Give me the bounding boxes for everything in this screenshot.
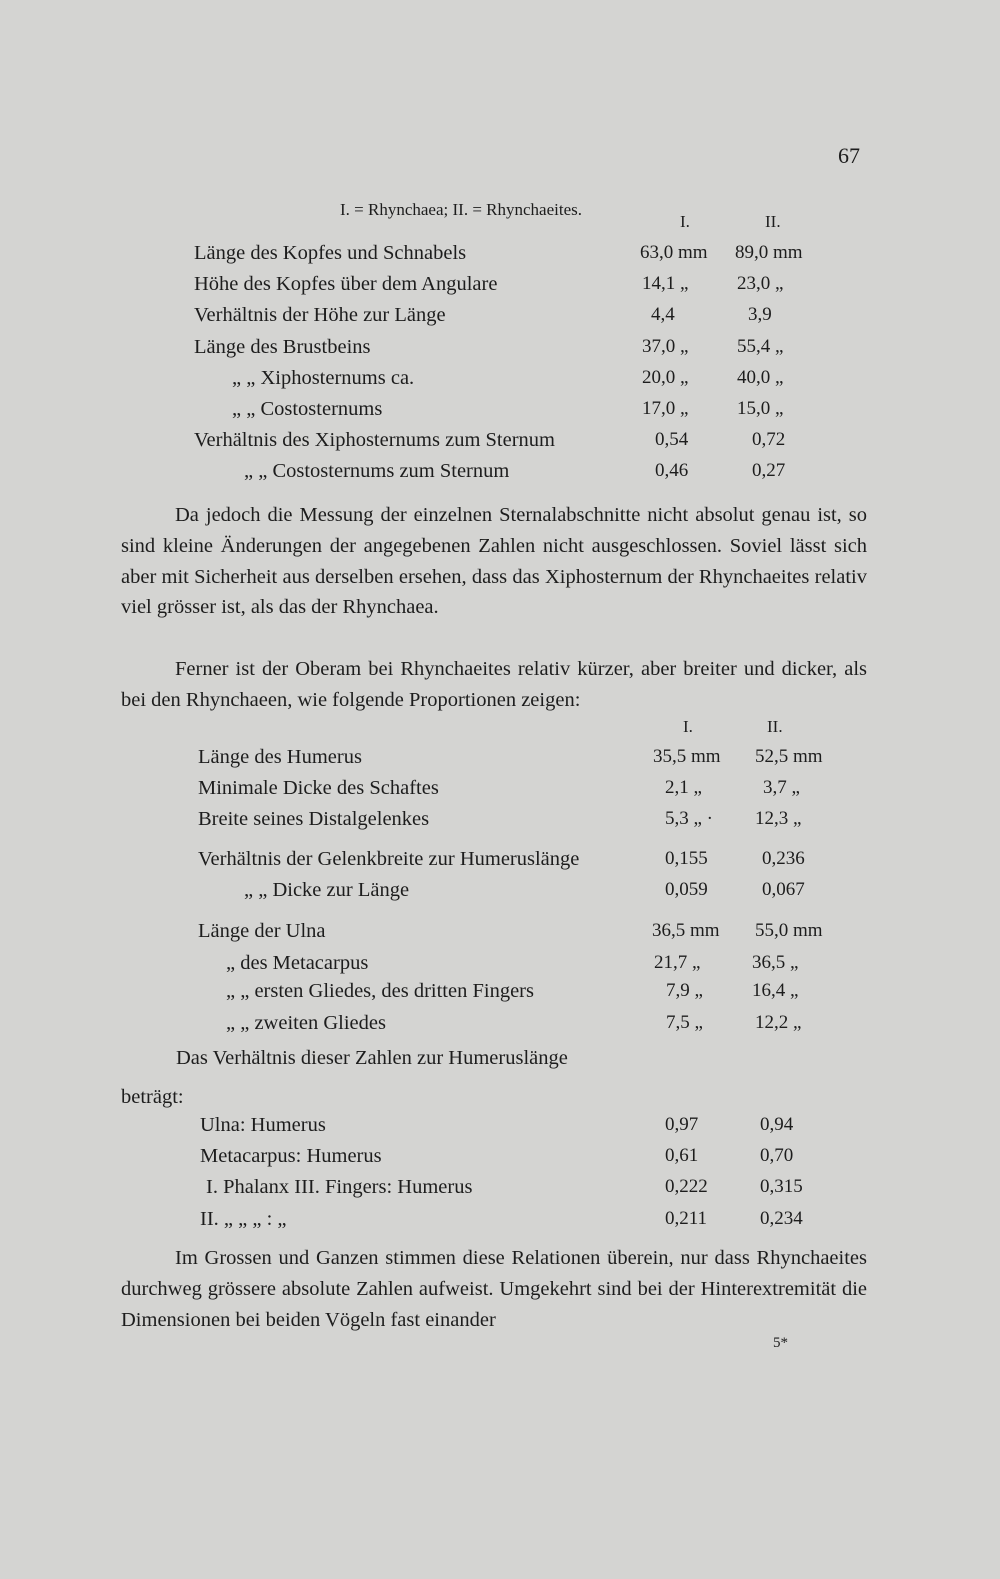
row-label: Verhältnis der Höhe zur Länge (194, 304, 446, 326)
value-ii: 0,72 (752, 429, 786, 450)
table-row (0, 367, 1000, 397)
paragraph: Das Verhältnis dieser Zahlen zur Humeruslänge (176, 1047, 568, 1069)
value-i: 7,5 „ (666, 1012, 703, 1033)
row-label: Breite seines Distalgelenkes (198, 808, 430, 830)
value-ii: 55,4 „ (737, 336, 784, 357)
table-row (0, 746, 1000, 776)
table-row (0, 980, 1000, 1010)
table-row (0, 920, 1000, 950)
row-label: „ „ ersten Gliedes, des dritten Fingers (226, 980, 534, 1002)
value-ii: 40,0 „ (737, 367, 784, 388)
table-row (0, 1176, 1000, 1206)
value-ii: 0,315 (760, 1176, 803, 1197)
column-header-i: I. (683, 717, 693, 736)
column-header-ii: II. (767, 717, 783, 736)
value-ii: 89,0 mm (735, 242, 803, 263)
value-i: 7,9 „ (666, 980, 703, 1001)
row-label: Länge des Kopfes und Schnabels (194, 242, 467, 264)
value-ii: 52,5 mm (755, 746, 823, 767)
value-ii: 0,70 (760, 1145, 794, 1166)
value-i: 35,5 mm (653, 746, 721, 767)
value-ii: 0,236 (762, 848, 805, 869)
value-i: 0,61 (665, 1145, 699, 1166)
row-label: „ „ zweiten Gliedes (226, 1012, 386, 1034)
value-i: 0,222 (665, 1176, 708, 1197)
row-label: I. Phalanx III. Fingers: Humerus (206, 1176, 473, 1198)
value-ii: 12,2 „ (755, 1012, 802, 1033)
paragraph: Ferner ist der Oberam bei Rhynchaeites relativ kürzer, aber breiter und dicker, als bei den Rhynchaeen, wie folgende Proportionen zeigen: (121, 658, 867, 711)
row-label: Länge des Brustbeins (194, 336, 371, 358)
row-label: Höhe des Kopfes über dem Angulare (194, 273, 498, 295)
table-row (0, 1145, 1000, 1175)
table-row (0, 952, 1000, 982)
table-row (0, 336, 1000, 366)
value-ii: 23,0 „ (737, 273, 784, 294)
table-row (0, 304, 1000, 334)
signature-mark: 5* (773, 1335, 788, 1351)
value-i: 0,97 (665, 1114, 699, 1135)
row-label: Ulna: Humerus (200, 1114, 326, 1136)
value-ii: 0,234 (760, 1208, 803, 1229)
value-ii: 16,4 „ (752, 980, 799, 1001)
page-number: 67 (838, 143, 860, 168)
table-row (0, 879, 1000, 909)
row-label: Minimale Dicke des Schaftes (198, 777, 439, 799)
table-header (0, 717, 1000, 747)
value-ii: 55,0 mm (755, 920, 823, 941)
table-row (0, 777, 1000, 807)
row-label: „ „ Costosternums zum Sternum (244, 460, 510, 482)
table-row (0, 808, 1000, 838)
value-i: 0,059 (665, 879, 708, 900)
value-ii: 0,94 (760, 1114, 794, 1135)
value-i: 21,7 „ (654, 952, 701, 973)
row-label: Verhältnis des Xiphosternums zum Sternum (194, 429, 555, 451)
value-i: 63,0 mm (640, 242, 708, 263)
column-header-i: I. (680, 212, 690, 231)
table-row (0, 273, 1000, 303)
value-ii: 3,7 „ (763, 777, 800, 798)
row-label: Länge des Humerus (198, 746, 362, 768)
row-label: Verhältnis der Gelenkbreite zur Humeruslänge (198, 848, 580, 870)
table-row (0, 242, 1000, 272)
row-label: II. „ „ „ : „ (200, 1208, 287, 1230)
value-i: 0,54 (655, 429, 689, 450)
value-i: 2,1 „ (665, 777, 702, 798)
table-row (0, 1114, 1000, 1144)
value-i: 0,211 (665, 1208, 708, 1229)
value-ii: 3,9 (748, 304, 772, 325)
value-i: 0,46 (655, 460, 689, 481)
table-row (0, 1208, 1000, 1238)
table-caption: I. = Rhynchaea; II. = Rhynchaeites. (340, 200, 582, 219)
table-row (0, 460, 1000, 490)
row-label: „ des Metacarpus (226, 952, 369, 974)
value-i: 4,4 (651, 304, 675, 325)
value-i: 20,0 „ (642, 367, 689, 388)
table-row (0, 398, 1000, 428)
value-ii: 0,067 (762, 879, 805, 900)
row-label: „ „ Dicke zur Länge (244, 879, 410, 901)
column-header-ii: II. (765, 212, 781, 231)
paragraph: Da jedoch die Messung der einzelnen Sternalabschnitte nicht absolut genau ist, so sind kleine Änderungen der angegebenen Zahlen nicht ausgeschlossen. Soviel lässt sich aber mit Sicherheit aus derselben ersehen, dass das Xiphosternum der Rhynchaeites relativ viel grösser ist, als das der Rhynchaea. (121, 504, 867, 619)
row-label: Länge der Ulna (198, 920, 326, 942)
paragraph: beträgt: (121, 1086, 184, 1108)
row-label: „ „ Costosternums (232, 398, 383, 420)
table-row (0, 429, 1000, 459)
value-ii: 12,3 „ (755, 808, 802, 829)
value-i: 17,0 „ (642, 398, 689, 419)
table-row (0, 1012, 1000, 1042)
value-i: 37,0 „ (642, 336, 689, 357)
value-i: 36,5 mm (652, 920, 720, 941)
table-header (0, 212, 1000, 242)
value-i: 5,3 „ · (665, 808, 714, 829)
value-i: 0,155 (665, 848, 708, 869)
value-i: 14,1 „ (642, 273, 689, 294)
paragraph: Im Grossen und Ganzen stimmen diese Relationen überein, nur dass Rhynchaeites durchweg grössere absolute Zahlen aufweist. Umgekehrt sind bei der Hinterextremität die Dimensionen bei beiden Vögeln fast einander (121, 1247, 867, 1331)
value-ii: 36,5 „ (752, 952, 799, 973)
value-ii: 15,0 „ (737, 398, 784, 419)
value-ii: 0,27 (752, 460, 786, 481)
table-row (0, 848, 1000, 878)
row-label: „ „ Xiphosternums ca. (232, 367, 415, 389)
row-label: Metacarpus: Humerus (200, 1145, 382, 1167)
